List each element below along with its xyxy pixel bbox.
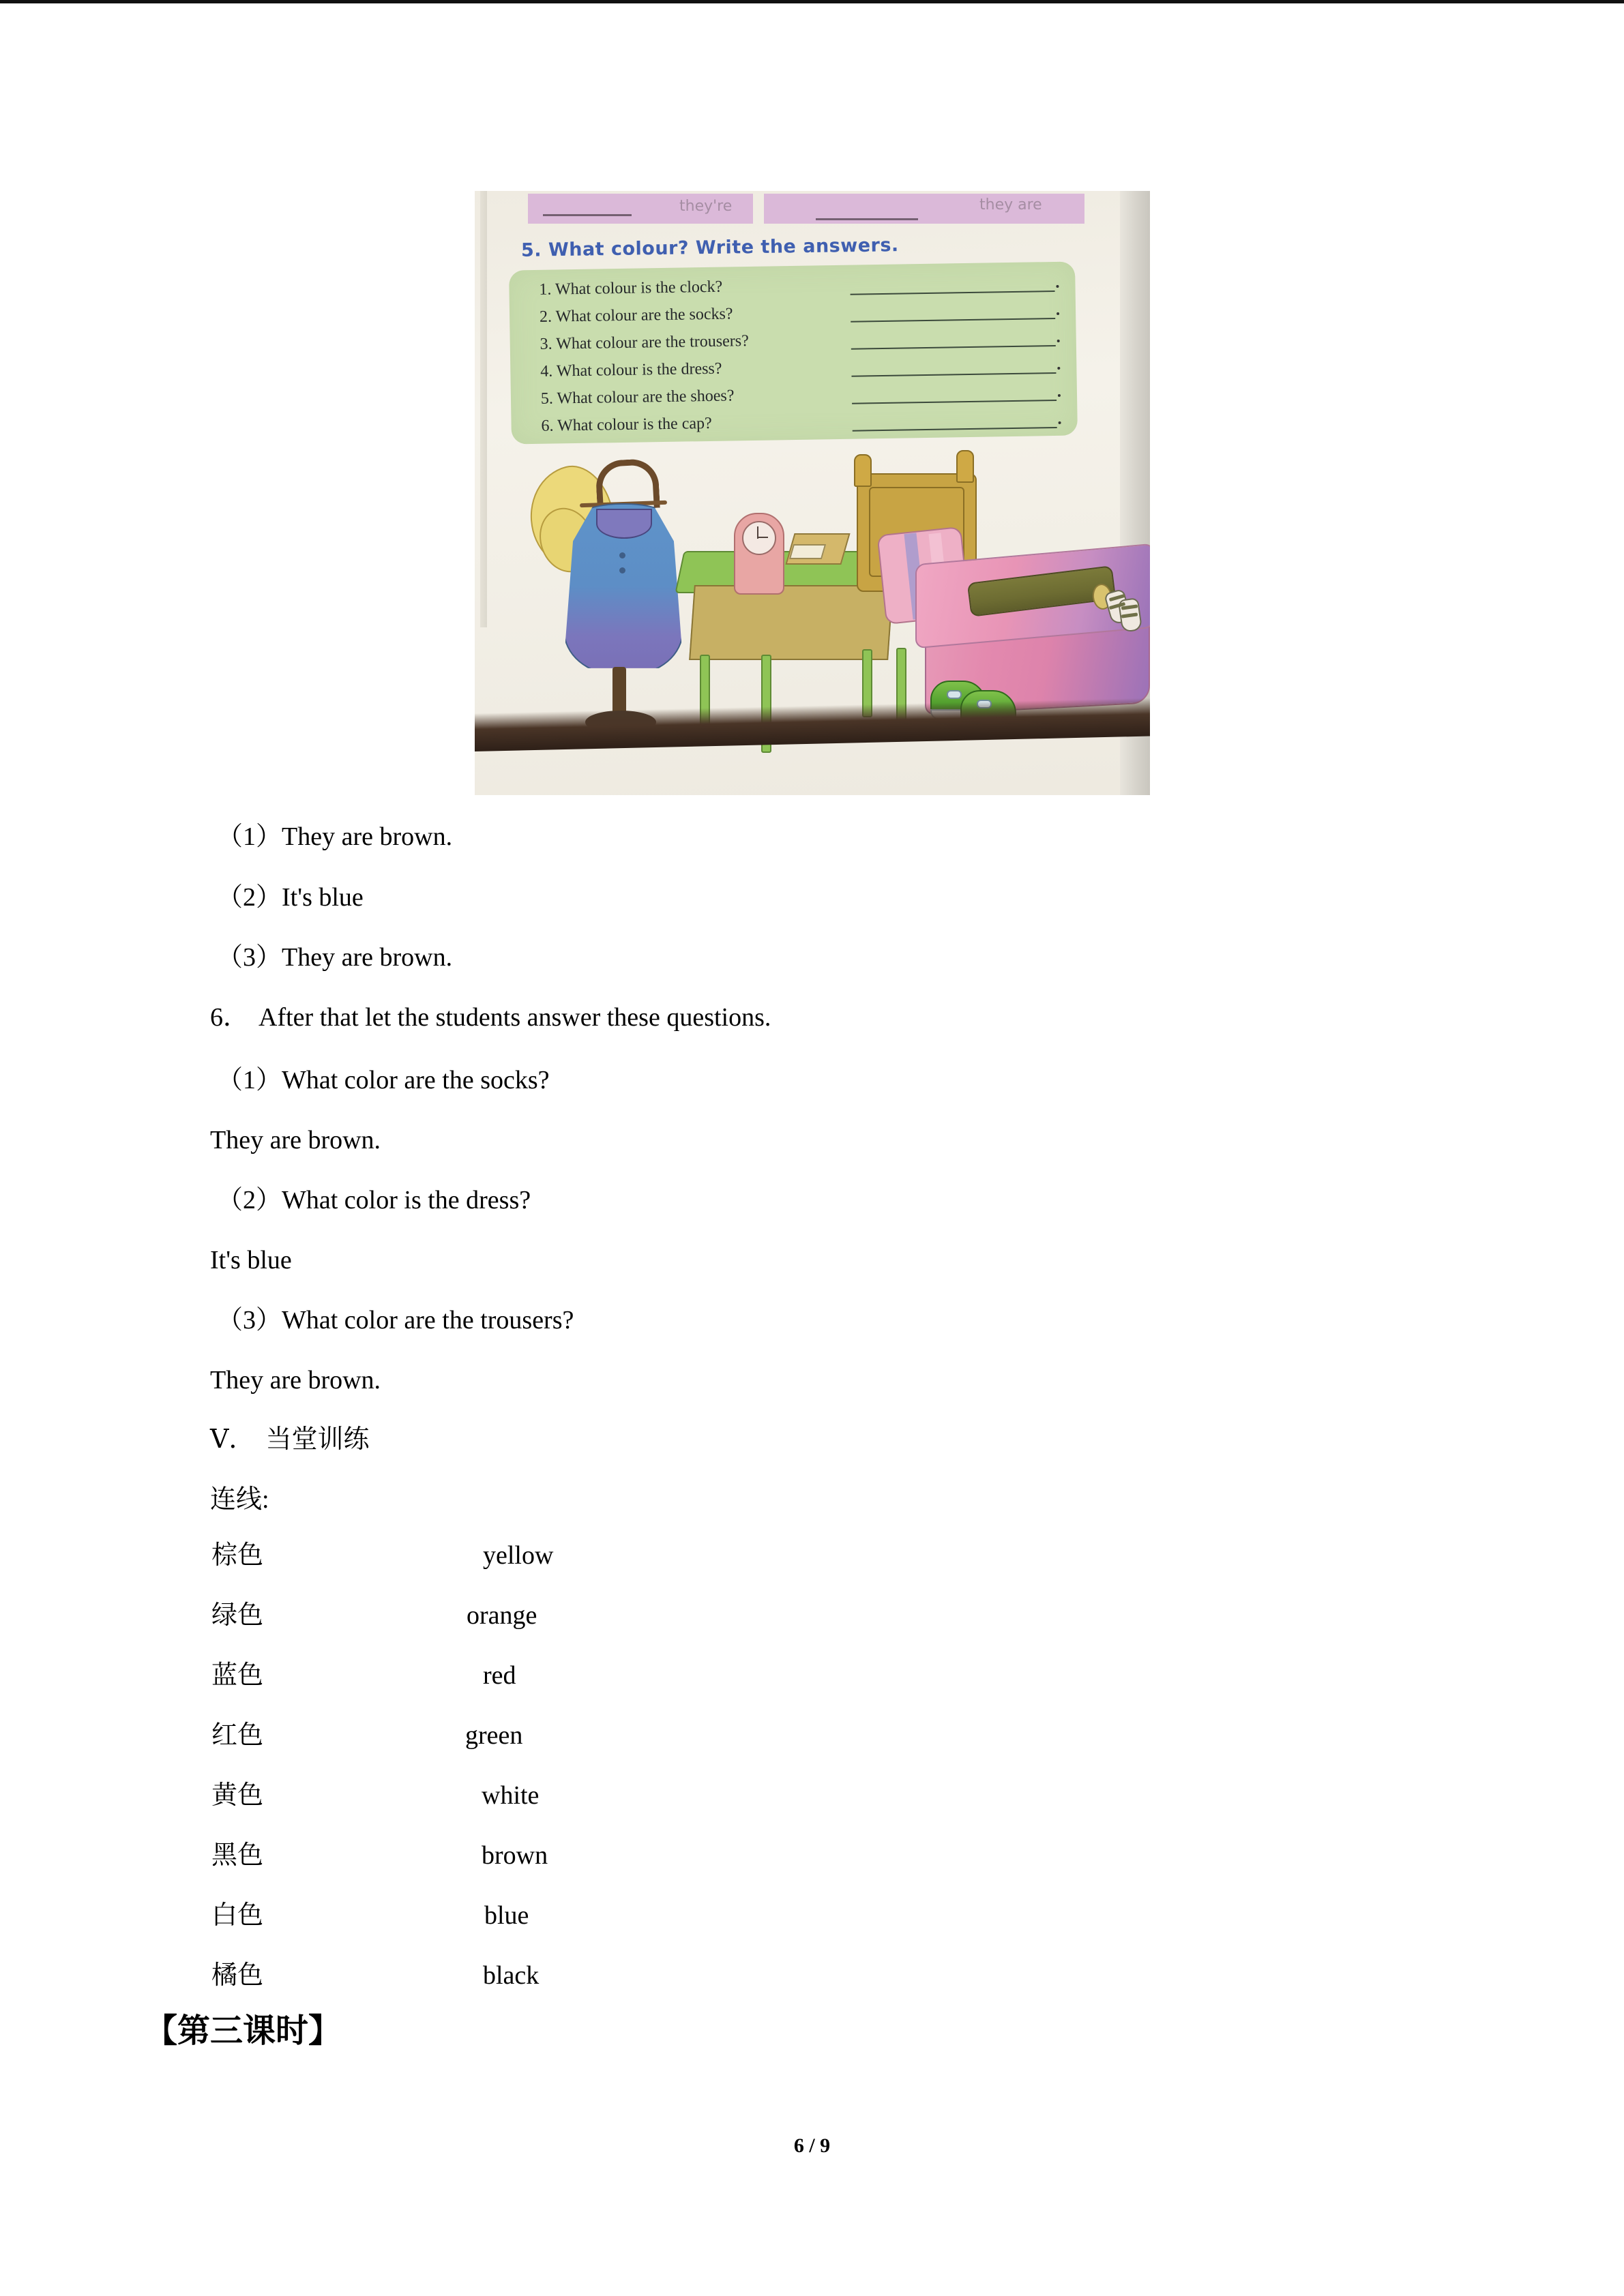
qa-question-1 xyxy=(217,1067,550,1093)
worksheet-answer-line xyxy=(851,290,1055,295)
worksheet-answer-period xyxy=(1056,285,1059,288)
photo-bottom-shadow xyxy=(475,698,1150,751)
answer-number: （1） xyxy=(217,822,282,851)
matching-right-item: black xyxy=(483,1961,540,1990)
qa-question-text: What color are the socks? xyxy=(282,1066,550,1094)
matching-left-item: 绿色 xyxy=(211,1601,264,1630)
qa-number: （2） xyxy=(217,1186,282,1214)
matching-left-item: 红色 xyxy=(211,1721,264,1750)
book-pages xyxy=(789,544,826,559)
qa-question-text: What color are the trousers? xyxy=(282,1306,574,1335)
answer-line-2 xyxy=(217,884,364,910)
qa-answer-1: They are brown. xyxy=(210,1126,381,1154)
matching-left-item: 黄色 xyxy=(211,1781,264,1810)
matching-right-item: brown xyxy=(482,1841,548,1870)
step-6-line xyxy=(210,1004,771,1030)
matching-left-item: 白色 xyxy=(211,1901,264,1930)
worksheet-question-text: 6. What colour is the cap? xyxy=(541,414,712,435)
worksheet-answer-line xyxy=(851,318,1055,323)
worksheet-answer-period xyxy=(1057,367,1060,370)
matching-right-item: white xyxy=(482,1781,540,1810)
worksheet-heading: 5. What colour? Write the answers. xyxy=(520,235,899,261)
answer-line-1 xyxy=(217,824,452,850)
matching-left-item: 蓝色 xyxy=(211,1661,264,1690)
worksheet-question-text: 1. What colour is the clock? xyxy=(539,278,723,299)
qa-answer-2: It's blue xyxy=(210,1246,292,1274)
purple-band-blank-left xyxy=(543,214,632,216)
worksheet-answer-period xyxy=(1057,340,1060,342)
bed-post-left xyxy=(854,454,872,487)
answer-text: It's blue xyxy=(282,883,364,912)
worksheet-answer-line xyxy=(852,400,1057,404)
worksheet-question-text: 4. What colour is the dress? xyxy=(540,359,722,381)
step-6-number: 6． xyxy=(210,1003,250,1032)
lesson-heading: 【第三课时】 xyxy=(145,2013,342,2049)
page-top-rule xyxy=(0,0,1624,3)
section-title: 当堂训练 xyxy=(265,1425,370,1454)
worksheet-question-text: 2. What colour are the socks? xyxy=(539,305,733,326)
worksheet-answer-period xyxy=(1059,421,1061,424)
answer-text: They are brown. xyxy=(282,822,453,851)
matching-right-item: yellow xyxy=(483,1541,554,1570)
matching-instruction: 连线: xyxy=(210,1485,269,1514)
matching-right-item: orange xyxy=(467,1601,537,1630)
faint-word-right: they are xyxy=(979,196,1042,213)
worksheet-question-text: 3. What colour are the trousers? xyxy=(540,332,749,353)
worksheet-answer-line xyxy=(853,427,1057,432)
answer-text: They are brown. xyxy=(282,943,453,972)
qa-question-text: What color is the dress? xyxy=(282,1186,531,1214)
step-6-text: After that let the students answer these questions. xyxy=(259,1003,771,1032)
matching-right-item: blue xyxy=(484,1901,529,1930)
clock-face xyxy=(742,521,776,555)
answer-number: （2） xyxy=(217,883,282,912)
matching-left-item: 橘色 xyxy=(211,1961,264,1990)
matching-right-item: red xyxy=(483,1661,516,1690)
worksheet-question-list xyxy=(509,263,1084,449)
workbook-photo xyxy=(475,191,1150,795)
dress-button xyxy=(619,567,625,573)
purple-band-blank-right xyxy=(816,218,918,220)
worksheet-answer-line xyxy=(851,345,1056,350)
faint-word-left: they're xyxy=(679,198,733,215)
shoe-eyelet xyxy=(947,690,962,699)
answer-number: （3） xyxy=(217,943,282,972)
page-footer: 6 / 9 xyxy=(793,2134,831,2157)
dress-button xyxy=(619,552,625,558)
qa-number: （3） xyxy=(217,1306,282,1335)
worksheet-answer-period xyxy=(1057,312,1059,315)
section-heading xyxy=(210,1427,369,1452)
dress-collar xyxy=(596,509,652,539)
qa-number: （1） xyxy=(217,1066,282,1094)
matching-left-item: 棕色 xyxy=(211,1541,264,1570)
qa-question-3 xyxy=(217,1307,574,1333)
section-roman: Ⅴ． xyxy=(210,1425,255,1454)
worksheet-answer-period xyxy=(1058,394,1061,397)
answer-line-3 xyxy=(217,944,452,970)
clock-hand-hour xyxy=(757,537,768,538)
matching-right-item: green xyxy=(465,1721,523,1750)
qa-answer-3: They are brown. xyxy=(210,1366,381,1395)
worksheet-question-text: 5. What colour are the shoes? xyxy=(540,387,735,408)
qa-question-2 xyxy=(217,1187,531,1213)
worksheet-answer-line xyxy=(851,372,1056,377)
matching-left-item: 黑色 xyxy=(211,1841,264,1870)
bed-post-right xyxy=(956,450,974,483)
bedroom-illustration xyxy=(475,450,1150,750)
